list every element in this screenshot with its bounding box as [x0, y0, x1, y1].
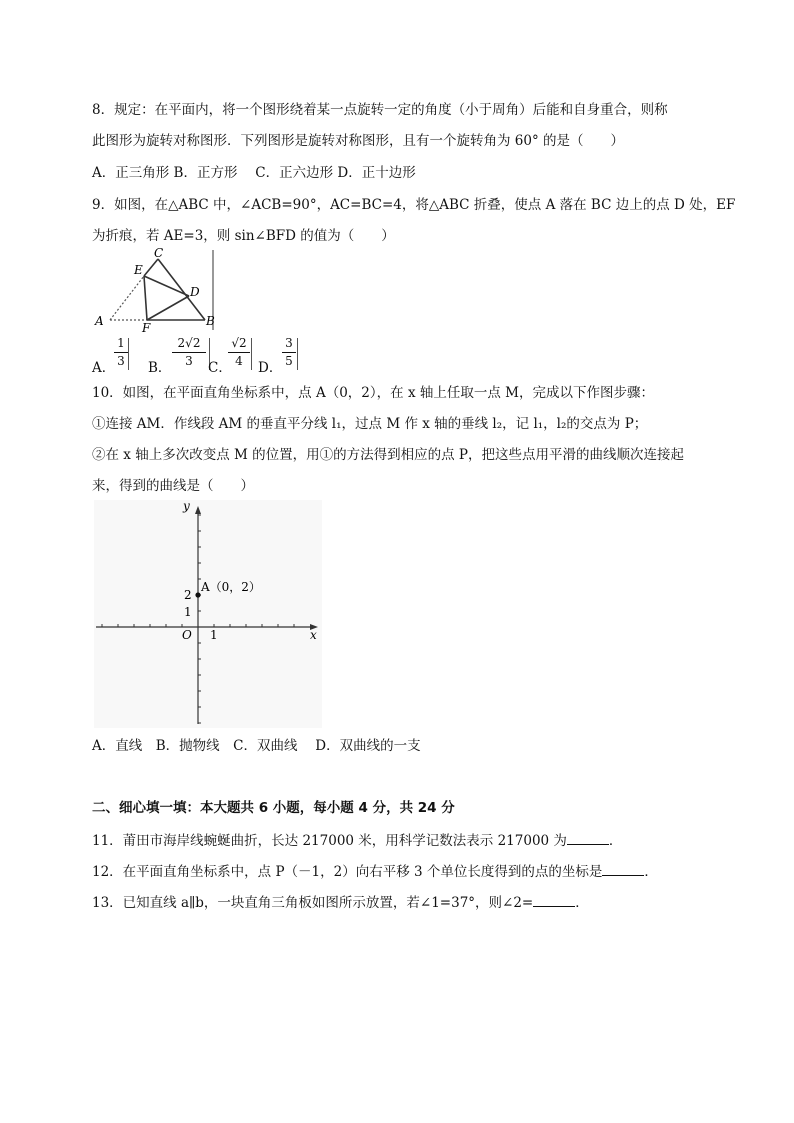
fraction-bar: [172, 352, 206, 353]
q13-end: ．: [575, 895, 589, 911]
segment-EC: [144, 259, 158, 276]
label-E: E: [134, 263, 143, 277]
fraction-numerator: 2√2: [177, 336, 201, 350]
fraction-denominator: 5: [285, 354, 293, 368]
origin-label: O: [182, 628, 192, 642]
q9-option-d-fraction: [282, 336, 296, 369]
option-divider: [128, 338, 129, 370]
x-axis-label: x: [310, 628, 317, 642]
q9-option-c-letter: C．: [208, 360, 232, 376]
y-axis-label: y: [183, 500, 190, 513]
q10-line-3: ②在 x 轴上多次改变点 M 的位置，用①的方法得到相应的点 P，把这些点用平滑的曲线顺次连接起: [92, 447, 684, 463]
label-B: B: [206, 314, 215, 328]
option-divider: [297, 338, 298, 370]
label-F: F: [142, 321, 151, 334]
q8-options: A．正三角形 B．正方形 C．正六边形 D．正十边形: [92, 165, 416, 181]
figure-background: [94, 500, 322, 728]
fraction-numerator: √2: [231, 336, 247, 350]
label-C: C: [154, 246, 164, 260]
segment-FD: [147, 296, 189, 320]
q9-triangle-figure: [92, 246, 217, 334]
q9-option-d-letter: D．: [258, 360, 283, 376]
q10-line-1: 10．如图，在平面直角坐标系中，点 A（0，2），在 x 轴上任取一点 M，完成以下作图步骤：: [92, 385, 654, 401]
q10-line-2: ①连接 AM．作线段 AM 的垂直平分线 l₁，过点 M 作 x 轴的垂线 l₂，记 l₁，l₂的交点为 P；: [92, 416, 648, 432]
q13: [92, 892, 589, 913]
q9-line-1: 9．如图，在△ABC 中，∠ACB=90°，AC=BC=4，将△ABC 折叠，使点 A 落在 BC 边上的点 D 处，EF: [92, 197, 736, 213]
y-tick-label-2: 2: [184, 588, 192, 602]
point-A-label: A（0，2）: [201, 580, 261, 594]
q10-coordinate-figure: [94, 500, 322, 728]
q11-end: ．: [608, 833, 623, 849]
label-D: D: [190, 285, 200, 299]
q13-text: 13．已知直线 a∥b，一块直角三角板如图所示放置，若∠1=37°，则∠2=: [92, 895, 534, 911]
x-tick-label-1: 1: [210, 628, 218, 642]
fraction-numerator: 3: [285, 336, 293, 350]
point-A: [195, 592, 200, 597]
q11: [92, 830, 622, 851]
q12: [92, 861, 658, 882]
fraction-bar: [228, 352, 250, 353]
q12-text: 12．在平面直角坐标系中，点 P（－1，2）向右平移 3 个单位长度得到的点的坐标是: [92, 864, 603, 880]
option-divider: [251, 338, 252, 370]
q13-answer-blank[interactable]: [533, 892, 575, 907]
q9-option-b-letter: B．: [148, 360, 172, 376]
q11-answer-blank[interactable]: [567, 830, 609, 845]
section-2-heading: 二、细心填一填：本大题共 6 小题，每小题 4 分，共 24 分: [92, 800, 455, 816]
segment-ED: [144, 276, 189, 296]
q9-option-c-fraction: [228, 336, 250, 369]
fraction-numerator: 1: [117, 336, 125, 350]
fraction-bar: [282, 352, 296, 353]
segment-AE: [110, 276, 144, 320]
fraction-denominator: 3: [185, 354, 193, 368]
q9-line-2: 为折痕，若 AE=3，则 sin∠BFD 的值为（ ）: [92, 228, 395, 244]
fraction-denominator: 4: [235, 354, 243, 368]
q10-options: A．直线 B．抛物线 C．双曲线 D．双曲线的一支: [92, 738, 421, 754]
q9-option-a-letter: A．: [92, 360, 116, 376]
q8-line-1: 8．规定：在平面内，将一个图形绕着某一点旋转一定的角度（小于周角）后能和自身重合，则称: [92, 102, 668, 118]
q10-line-4: 来，得到的曲线是（ ）: [92, 478, 254, 494]
q9-option-b-fraction: [172, 336, 206, 369]
label-A: A: [95, 314, 104, 328]
y-tick-label-1: 1: [184, 605, 192, 619]
q8-line-2: 此图形为旋转对称图形．下列图形是旋转对称图形，且有一个旋转角为 60° 的是（ ）: [92, 133, 625, 149]
fraction-bar: [114, 352, 128, 353]
q12-end: ．: [644, 864, 658, 880]
q11-text: 11．莆田市海岸线蜿蜒曲折，长达 217000 米，用科学记数法表示 217000 为: [92, 833, 567, 849]
q9-option-a-fraction: [114, 336, 128, 369]
segment-EF: [144, 276, 147, 320]
fraction-denominator: 3: [117, 354, 125, 368]
q12-answer-blank[interactable]: [602, 861, 644, 876]
